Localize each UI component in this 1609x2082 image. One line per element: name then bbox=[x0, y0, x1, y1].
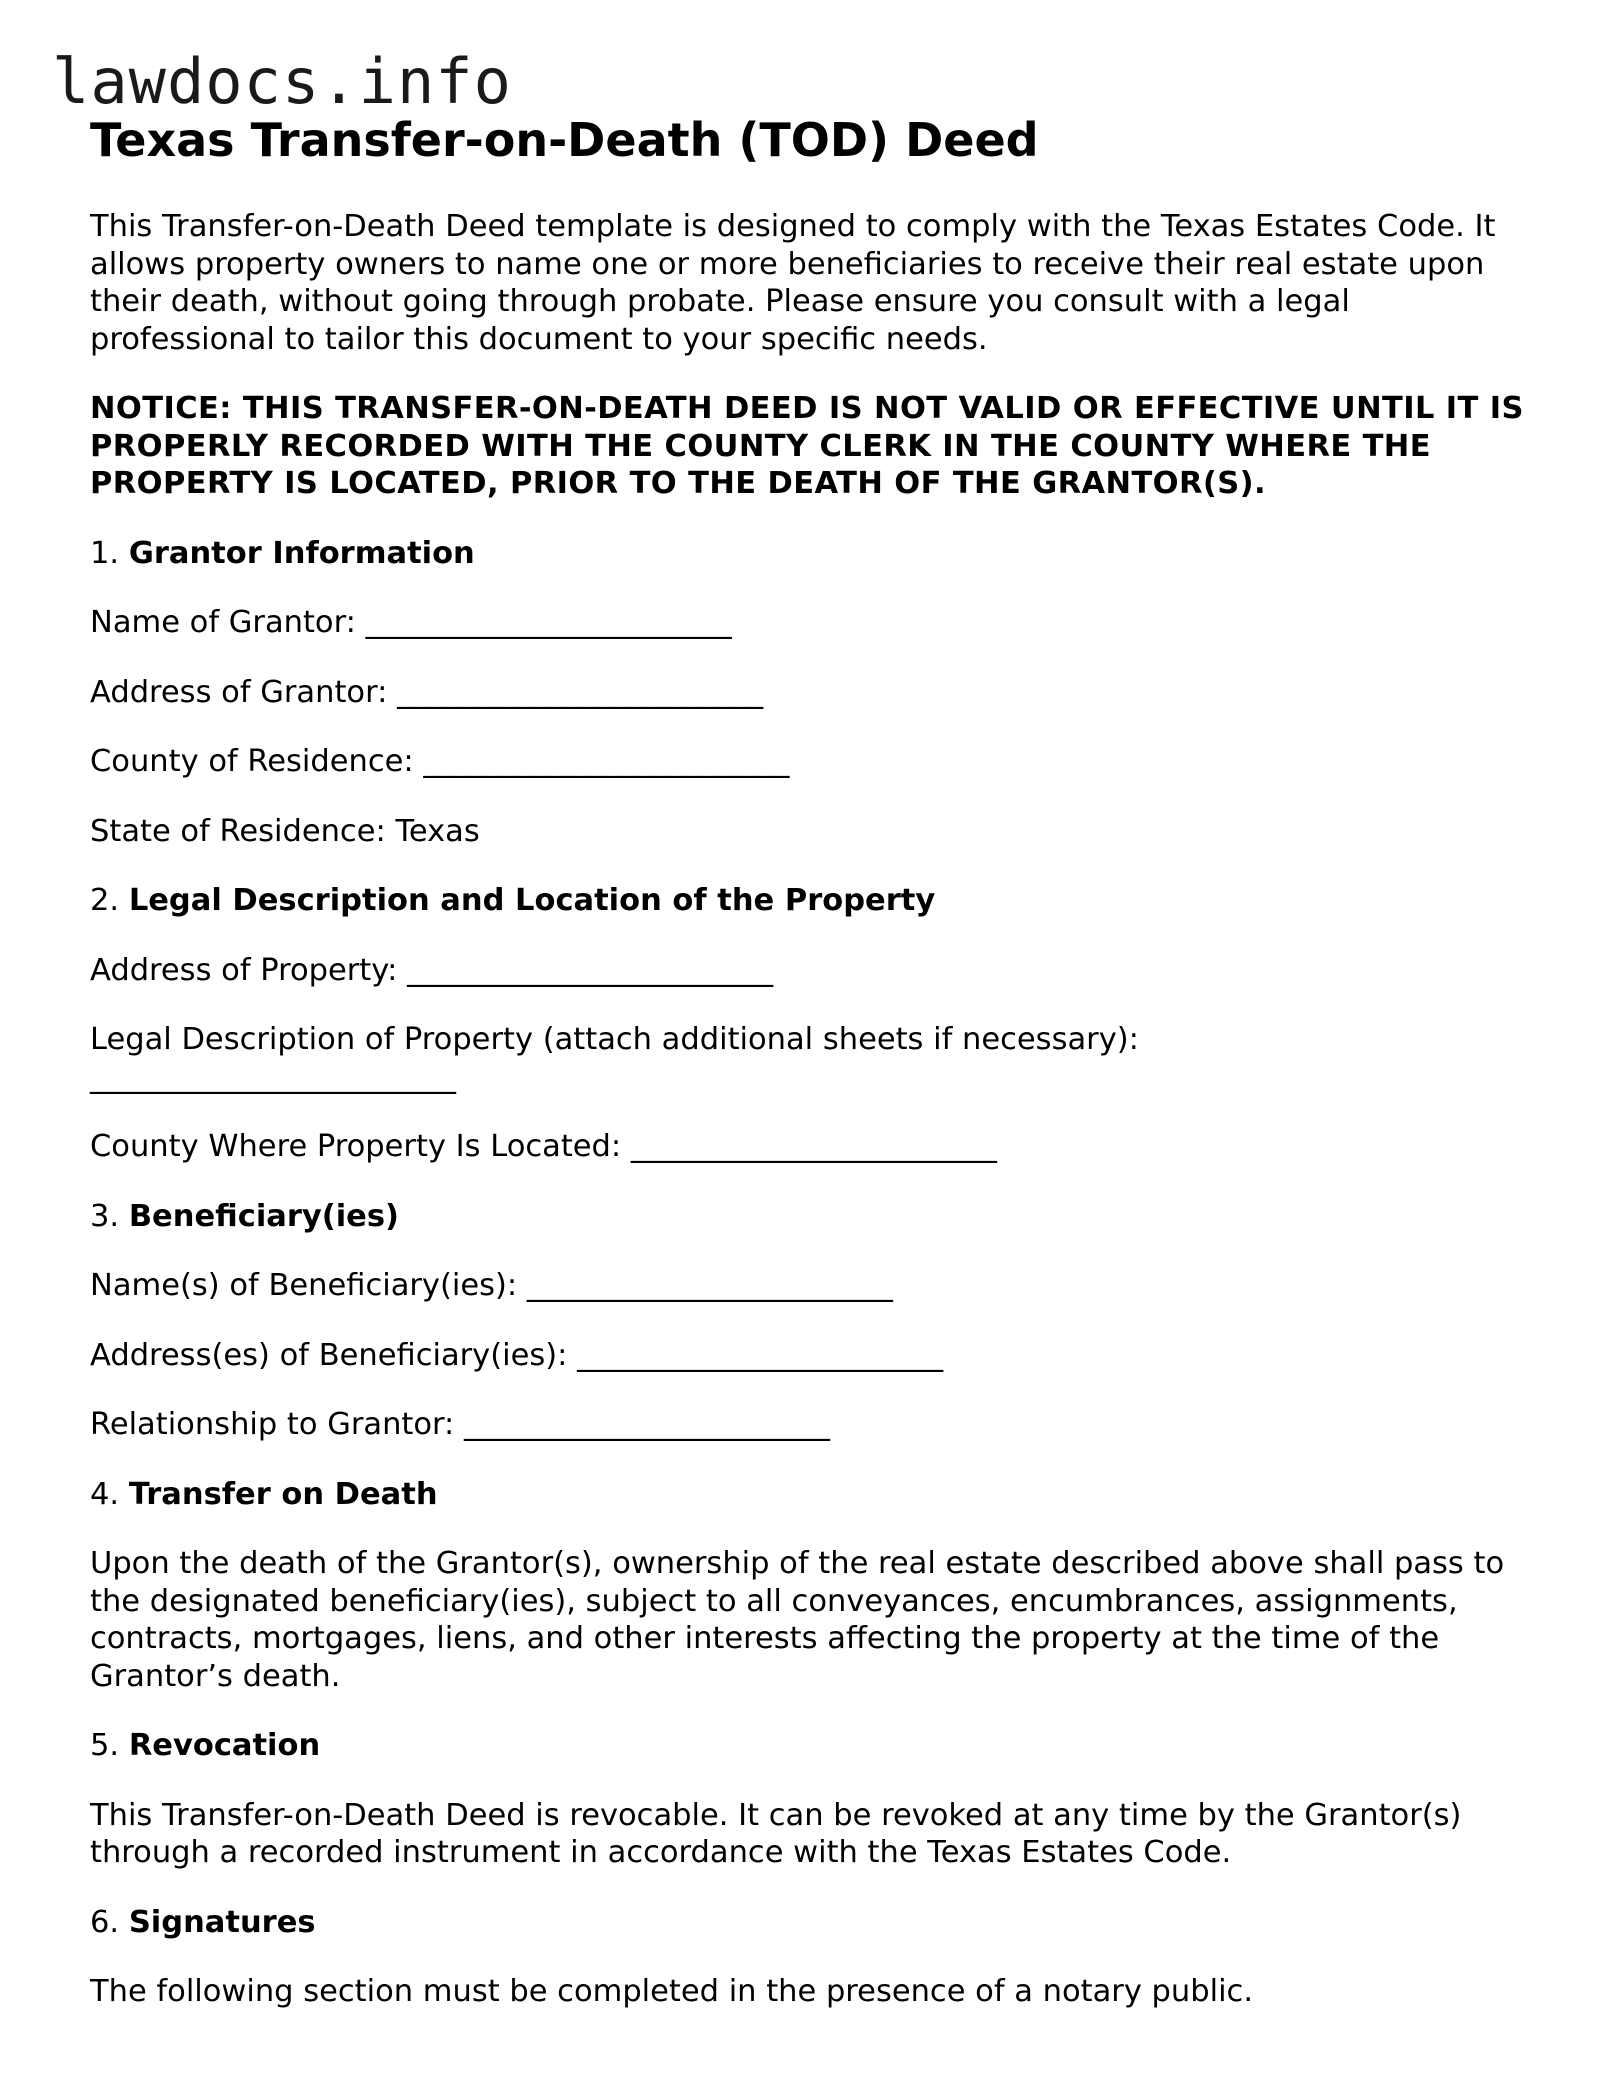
section-heading-grantor bbox=[90, 535, 1530, 573]
section-number: 2. bbox=[90, 883, 120, 918]
field-label: Name(s) of Beneficiary(ies): bbox=[90, 1268, 518, 1303]
intro-paragraph: This Transfer-on-Death Deed template is designed to comply with the Texas Estates Code. It allows property owners to name one or more beneficiaries to receive their real estate upon their death, without going through probate. Please ensure you consult with a legal professional to tailor this document to your specific needs. bbox=[90, 209, 1496, 357]
beneficiary-names-blank[interactable]: ________________________ bbox=[526, 1268, 893, 1303]
property-legal-description-blank[interactable]: ________________________ bbox=[90, 1059, 456, 1095]
field-label: Legal Description of Property (attach additional sheets if necessary): bbox=[90, 1022, 1139, 1057]
recording-notice: NOTICE: THIS TRANSFER-ON-DEATH DEED IS NOT VALID OR EFFECTIVE UNTIL IT IS PROPERLY RECORDED WITH THE COUNTY CLERK IN THE COUNTY WHERE THE PROPERTY IS LOCATED, PRIOR TO THE DEATH OF THE GRANTOR(S). bbox=[90, 391, 1524, 501]
section-title: Signatures bbox=[128, 1904, 316, 1940]
signatures-paragraph: The following section must be completed in the presence of a notary public. bbox=[90, 1974, 1254, 2009]
field-label: Address(es) of Beneficiary(ies): bbox=[90, 1337, 568, 1373]
site-logo: lawdocs.info bbox=[52, 45, 512, 118]
grantor-state-value: Texas bbox=[395, 813, 480, 849]
field-label: State of Residence: bbox=[90, 813, 386, 849]
grantor-state-field bbox=[90, 813, 1530, 851]
beneficiary-relationship-blank[interactable]: ________________________ bbox=[464, 1407, 831, 1442]
field-label: Address of Grantor: bbox=[90, 674, 388, 710]
beneficiary-relationship-field bbox=[90, 1406, 1530, 1444]
section-number: 1. bbox=[90, 535, 120, 571]
property-address-blank[interactable]: ________________________ bbox=[407, 952, 774, 988]
section-number: 4. bbox=[90, 1476, 120, 1512]
revocation-paragraph: This Transfer-on-Death Deed is revocable. It can be revoked at any time by the Grantor(s) through a recorded instrument in accordance with the Texas Estates Code. bbox=[90, 1797, 1462, 1870]
document-title: Texas Transfer-on-Death (TOD) Deed bbox=[90, 113, 1039, 167]
field-label: County Where Property Is Located: bbox=[90, 1129, 622, 1164]
section-heading-property bbox=[90, 882, 1530, 920]
beneficiary-names-field bbox=[90, 1267, 1530, 1305]
property-legal-description-field bbox=[90, 1021, 1530, 1096]
section-number: 3. bbox=[90, 1198, 120, 1234]
section-title: Legal Description and Location of the Property bbox=[128, 883, 936, 918]
grantor-name-field bbox=[90, 604, 1530, 642]
field-label: Name of Grantor: bbox=[90, 605, 356, 640]
property-address-field bbox=[90, 952, 1530, 990]
grantor-address-blank[interactable]: ________________________ bbox=[397, 674, 764, 710]
section-number: 6. bbox=[90, 1904, 120, 1940]
grantor-county-blank[interactable]: ________________________ bbox=[423, 744, 790, 779]
field-label: Address of Property: bbox=[90, 952, 398, 988]
property-county-field bbox=[90, 1128, 1530, 1166]
grantor-county-field bbox=[90, 743, 1530, 781]
grantor-address-field bbox=[90, 674, 1530, 712]
section-title: Revocation bbox=[128, 1728, 321, 1763]
section-number: 5. bbox=[90, 1728, 120, 1763]
section-heading-beneficiaries bbox=[90, 1198, 1530, 1236]
section-heading-signatures bbox=[90, 1904, 1530, 1942]
beneficiary-addresses-blank[interactable]: ________________________ bbox=[577, 1337, 944, 1373]
section-title: Transfer on Death bbox=[128, 1476, 438, 1512]
field-label: County of Residence: bbox=[90, 744, 414, 779]
section-heading-transfer bbox=[90, 1476, 1530, 1514]
beneficiary-addresses-field bbox=[90, 1337, 1530, 1375]
section-title: Grantor Information bbox=[128, 535, 475, 571]
document-body bbox=[90, 112, 1530, 2043]
section-title: Beneficiary(ies) bbox=[128, 1198, 399, 1234]
field-label: Relationship to Grantor: bbox=[90, 1407, 455, 1442]
transfer-paragraph: Upon the death of the Grantor(s), ownership of the real estate described above shall pass to the designated beneficiary(ies), subject to all conveyances, encumbrances, assignments, contracts, mortgages, liens, and other interests affecting the property at the time of the Grantor’s death. bbox=[90, 1546, 1505, 1694]
section-heading-revocation bbox=[90, 1727, 1530, 1765]
grantor-name-blank[interactable]: ________________________ bbox=[365, 605, 732, 640]
property-county-blank[interactable]: ________________________ bbox=[630, 1129, 997, 1164]
